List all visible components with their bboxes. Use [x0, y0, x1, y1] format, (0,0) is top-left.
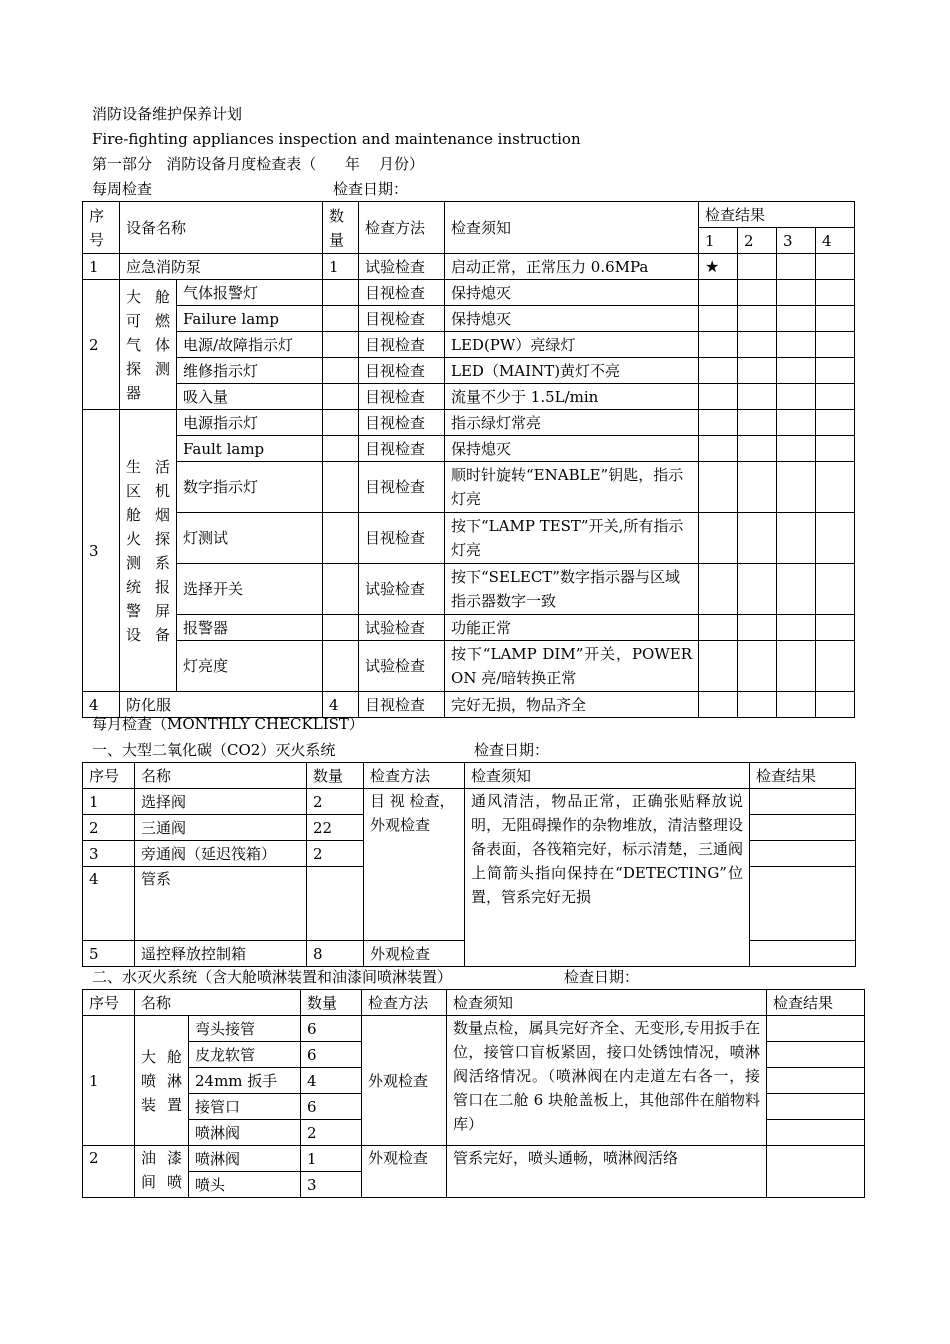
result-cell[interactable] — [699, 564, 738, 615]
row-notes: 管系完好，喷头通畅，喷淋阀活络 — [447, 1146, 767, 1198]
result-cell[interactable] — [750, 867, 856, 941]
header-method: 检查方法 — [359, 202, 445, 254]
row-notes: 启动正常，正常压力 0.6MPa — [445, 254, 699, 280]
result-cell[interactable] — [699, 332, 738, 358]
result-cell[interactable] — [699, 306, 738, 332]
table-row — [83, 513, 855, 564]
result-cell[interactable] — [699, 436, 738, 462]
sub-item: 皮龙软管 — [189, 1042, 301, 1068]
row-method: 目视检查 — [359, 410, 445, 436]
result-cell[interactable] — [767, 1042, 865, 1068]
row-notes: 保持熄灭 — [445, 436, 699, 462]
monthly-heading: 每月检查（MONTHLY CHECKLIST） — [92, 715, 364, 733]
table-row — [83, 280, 855, 306]
row-notes: 功能正常 — [445, 615, 699, 641]
row-no: 1 — [83, 1016, 135, 1146]
sub-item: 数字指示灯 — [177, 462, 323, 513]
result-cell[interactable] — [738, 436, 777, 462]
result-cell[interactable] — [750, 841, 856, 867]
result-cell[interactable] — [816, 436, 855, 462]
result-cell[interactable] — [816, 641, 855, 692]
header-qty: 数量 — [323, 202, 359, 254]
header-result: 检查结果 — [767, 990, 865, 1016]
result-cell[interactable] — [750, 815, 856, 841]
row-qty: 1 — [323, 254, 359, 280]
result-cell[interactable] — [777, 358, 816, 384]
group-name: 大舱可燃气体探测器 — [120, 280, 177, 410]
row-notes: 按下“LAMP DIM”开关，POWER ON 亮/暗转换正常 — [445, 641, 699, 692]
result-cell[interactable] — [777, 280, 816, 306]
row-no: 3 — [83, 410, 120, 692]
sub-item: Failure lamp — [177, 306, 323, 332]
row-no: 4 — [83, 692, 120, 718]
sub-item: 气体报警灯 — [177, 280, 323, 306]
table-row — [83, 332, 855, 358]
row-qty: 1 — [301, 1146, 362, 1172]
result-cell[interactable] — [816, 358, 855, 384]
result-cell[interactable] — [738, 641, 777, 692]
result-cell[interactable] — [738, 615, 777, 641]
sub-item: 电源/故障指示灯 — [177, 332, 323, 358]
row-qty: 6 — [301, 1016, 362, 1042]
result-cell[interactable] — [777, 615, 816, 641]
result-cell[interactable] — [738, 280, 777, 306]
row-method: 目视检查 — [359, 462, 445, 513]
result-cell[interactable] — [738, 306, 777, 332]
row-method: 目视检查 — [359, 358, 445, 384]
row-no: 2 — [83, 1146, 135, 1198]
row-notes: LED(PW）亮绿灯 — [445, 332, 699, 358]
table-row — [83, 789, 856, 815]
sub-item: 喷淋阀 — [189, 1146, 301, 1172]
group-name: 生活区机舱烟火探测系统报警屏设备 — [120, 410, 177, 692]
row-qty — [307, 867, 364, 941]
row-method: 外观检查 — [362, 1146, 447, 1198]
row-method: 外观检查 — [362, 1016, 447, 1146]
sub-item: 吸入量 — [177, 384, 323, 410]
row-qty: 4 — [323, 692, 359, 718]
result-cell[interactable] — [738, 410, 777, 436]
table-row — [83, 462, 855, 513]
row-notes: 完好无损，物品齐全 — [445, 692, 699, 718]
group-name: 油漆间喷 — [135, 1146, 189, 1198]
sub-item: 选择开关 — [177, 564, 323, 615]
water-heading: 二、水灭火系统（含大舱喷淋装置和油漆间喷淋装置） — [92, 968, 453, 986]
header-notes: 检查须知 — [465, 763, 750, 789]
result-cell[interactable] — [816, 306, 855, 332]
sub-item: 灯亮度 — [177, 641, 323, 692]
result-col-4: 4 — [816, 228, 855, 254]
table-row — [83, 615, 855, 641]
row-qty: 4 — [301, 1068, 362, 1094]
row-notes: 流量不少于 1.5L/min — [445, 384, 699, 410]
result-col-3: 3 — [777, 228, 816, 254]
sub-item: 电源指示灯 — [177, 410, 323, 436]
result-cell[interactable] — [777, 306, 816, 332]
result-cell[interactable] — [777, 436, 816, 462]
result-cell[interactable] — [767, 1016, 865, 1042]
row-method: 目视检查 — [359, 513, 445, 564]
part1-heading: 第一部分 消防设备月度检查表（ 年 月份） — [92, 155, 424, 173]
result-cell[interactable] — [777, 254, 816, 280]
title-cn: 消防设备维护保养计划 — [92, 105, 243, 123]
table-row — [83, 254, 855, 280]
result-cell[interactable] — [816, 564, 855, 615]
result-cell[interactable] — [738, 254, 777, 280]
result-cell[interactable] — [816, 513, 855, 564]
result-cell[interactable] — [816, 384, 855, 410]
row-name: 遥控释放控制箱 — [135, 941, 307, 967]
co2-table — [82, 762, 856, 967]
row-name: 三通阀 — [135, 815, 307, 841]
row-notes: 顺时针旋转“ENABLE”钥匙，指示灯亮 — [445, 462, 699, 513]
header-notes: 检查须知 — [447, 990, 767, 1016]
row-qty: 2 — [307, 841, 364, 867]
sub-item: 灯测试 — [177, 513, 323, 564]
table-row — [83, 564, 855, 615]
row-method: 试验检查 — [359, 254, 445, 280]
result-cell[interactable] — [777, 641, 816, 692]
row-method: 目视检查 — [359, 332, 445, 358]
row-method: 目视检查 — [359, 436, 445, 462]
result-cell[interactable] — [699, 513, 738, 564]
sub-item: 24mm 扳手 — [189, 1068, 301, 1094]
result-cell[interactable] — [699, 692, 738, 718]
result-cell[interactable] — [777, 332, 816, 358]
header-qty: 数量 — [301, 990, 362, 1016]
table-row — [83, 436, 855, 462]
sub-item: 维修指示灯 — [177, 358, 323, 384]
header-method: 检查方法 — [362, 990, 447, 1016]
result-cell[interactable] — [816, 462, 855, 513]
result-cell[interactable] — [699, 384, 738, 410]
result-cell[interactable] — [816, 332, 855, 358]
result-cell[interactable] — [767, 1068, 865, 1094]
row-qty: 2 — [301, 1120, 362, 1146]
result-cell[interactable] — [738, 692, 777, 718]
row-notes: 保持熄灭 — [445, 280, 699, 306]
title-en: Fire-fighting appliances inspection and maintenance instruction — [92, 130, 581, 148]
result-cell[interactable] — [738, 564, 777, 615]
result-cell[interactable] — [738, 358, 777, 384]
table-row — [83, 641, 855, 692]
weekly-check-date: 检查日期： — [333, 180, 409, 198]
result-cell[interactable] — [777, 410, 816, 436]
row-method: 目视检查 — [359, 384, 445, 410]
star-mark: ★ — [699, 254, 738, 280]
result-cell[interactable] — [699, 615, 738, 641]
table-row — [83, 1016, 865, 1042]
sub-item: 报警器 — [177, 615, 323, 641]
weekly-heading: 每周检查 — [92, 180, 153, 198]
result-cell[interactable] — [699, 358, 738, 384]
result-cell[interactable] — [777, 513, 816, 564]
row-no: 2 — [83, 815, 135, 841]
row-qty: 6 — [301, 1042, 362, 1068]
row-method: 试验检查 — [359, 641, 445, 692]
water-check-date: 检查日期： — [564, 968, 640, 986]
row-name: 选择阀 — [135, 789, 307, 815]
row-qty: 6 — [301, 1094, 362, 1120]
result-cell[interactable] — [750, 789, 856, 815]
row-notes: LED（MAINT)黄灯不亮 — [445, 358, 699, 384]
result-cell[interactable] — [777, 384, 816, 410]
row-qty: 8 — [307, 941, 364, 967]
result-cell[interactable] — [777, 692, 816, 718]
result-cell[interactable] — [816, 280, 855, 306]
header-name: 设备名称 — [120, 202, 323, 254]
sub-item: 弯头接管 — [189, 1016, 301, 1042]
row-no: 2 — [83, 280, 120, 410]
result-cell[interactable] — [816, 692, 855, 718]
table-row — [83, 1146, 865, 1172]
result-cell[interactable] — [699, 410, 738, 436]
result-cell[interactable] — [738, 513, 777, 564]
row-no: 4 — [83, 867, 135, 941]
row-no: 1 — [83, 789, 135, 815]
row-name: 旁通阀（延迟筏箱） — [135, 841, 307, 867]
result-cell[interactable] — [699, 641, 738, 692]
table-row — [83, 384, 855, 410]
row-notes: 通风清洁，物品正常，正确张贴释放说明，无阻碍操作的杂物堆放，清洁整理设备表面，各筏箱完好，标示清楚，三通阀上简箭头指向保持在“DETECTING”位置，管系完好无损 — [465, 789, 750, 967]
result-cell[interactable] — [816, 615, 855, 641]
row-no: 5 — [83, 941, 135, 967]
row-method: 目 视 检查，外观检查 — [364, 789, 465, 941]
row-name: 应急消防泵 — [120, 254, 323, 280]
row-method: 目视检查 — [359, 692, 445, 718]
result-col-2: 2 — [738, 228, 777, 254]
row-qty: 22 — [307, 815, 364, 841]
row-notes: 保持熄灭 — [445, 306, 699, 332]
row-qty: 3 — [301, 1172, 362, 1198]
row-method: 目视检查 — [359, 280, 445, 306]
row-method: 试验检查 — [359, 564, 445, 615]
row-notes: 按下“LAMP TEST”开关,所有指示灯亮 — [445, 513, 699, 564]
water-table — [82, 989, 865, 1198]
result-cell[interactable] — [699, 462, 738, 513]
table-row — [83, 358, 855, 384]
result-cell[interactable] — [750, 941, 856, 967]
result-col-1: 1 — [699, 228, 738, 254]
header-no: 序号 — [83, 202, 120, 254]
result-cell[interactable] — [767, 1120, 865, 1146]
table-row — [83, 410, 855, 436]
header-result: 检查结果 — [699, 202, 855, 228]
row-method: 试验检查 — [359, 615, 445, 641]
sub-item: 接管口 — [189, 1094, 301, 1120]
result-cell[interactable] — [816, 410, 855, 436]
result-cell[interactable] — [738, 384, 777, 410]
result-cell[interactable] — [777, 462, 816, 513]
co2-check-date: 检查日期： — [474, 741, 550, 759]
row-no: 1 — [83, 254, 120, 280]
header-notes: 检查须知 — [445, 202, 699, 254]
row-notes: 指示绿灯常亮 — [445, 410, 699, 436]
row-method: 外观检查 — [364, 941, 465, 967]
row-name: 管系 — [135, 867, 307, 941]
co2-heading: 一、大型二氧化碳（CO2）灭火系统 — [92, 741, 336, 759]
header-no: 序号 — [83, 763, 135, 789]
sub-item: Fault lamp — [177, 436, 323, 462]
row-notes: 按下“SELECT”数字指示器与区域指示器数字一致 — [445, 564, 699, 615]
header-result: 检查结果 — [750, 763, 856, 789]
result-cell[interactable] — [767, 1146, 865, 1198]
result-cell[interactable] — [738, 332, 777, 358]
result-cell[interactable] — [699, 280, 738, 306]
result-cell[interactable] — [777, 564, 816, 615]
sub-item: 喷淋阀 — [189, 1120, 301, 1146]
result-cell[interactable] — [816, 254, 855, 280]
table-row — [83, 306, 855, 332]
row-method: 目视检查 — [359, 306, 445, 332]
header-no: 序号 — [83, 990, 135, 1016]
header-name: 名称 — [135, 990, 301, 1016]
result-cell[interactable] — [767, 1094, 865, 1120]
row-no: 3 — [83, 841, 135, 867]
row-qty: 2 — [307, 789, 364, 815]
header-qty: 数量 — [307, 763, 364, 789]
row-name: 防化服 — [120, 692, 323, 718]
header-name: 名称 — [135, 763, 307, 789]
row-notes: 数量点检，属具完好齐全、无变形,专用扳手在位，接管口盲板紧固，接口处锈蚀情况，喷淋阀活络情况。（喷淋阀在内走道左右各一，接管口在二舱 6 块舱盖板上，其他部件在艏物料库） — [447, 1016, 767, 1146]
sub-item: 喷头 — [189, 1172, 301, 1198]
weekly-table — [82, 201, 855, 718]
group-name: 大舱喷淋装置 — [135, 1016, 189, 1146]
header-method: 检查方法 — [364, 763, 465, 789]
result-cell[interactable] — [738, 462, 777, 513]
